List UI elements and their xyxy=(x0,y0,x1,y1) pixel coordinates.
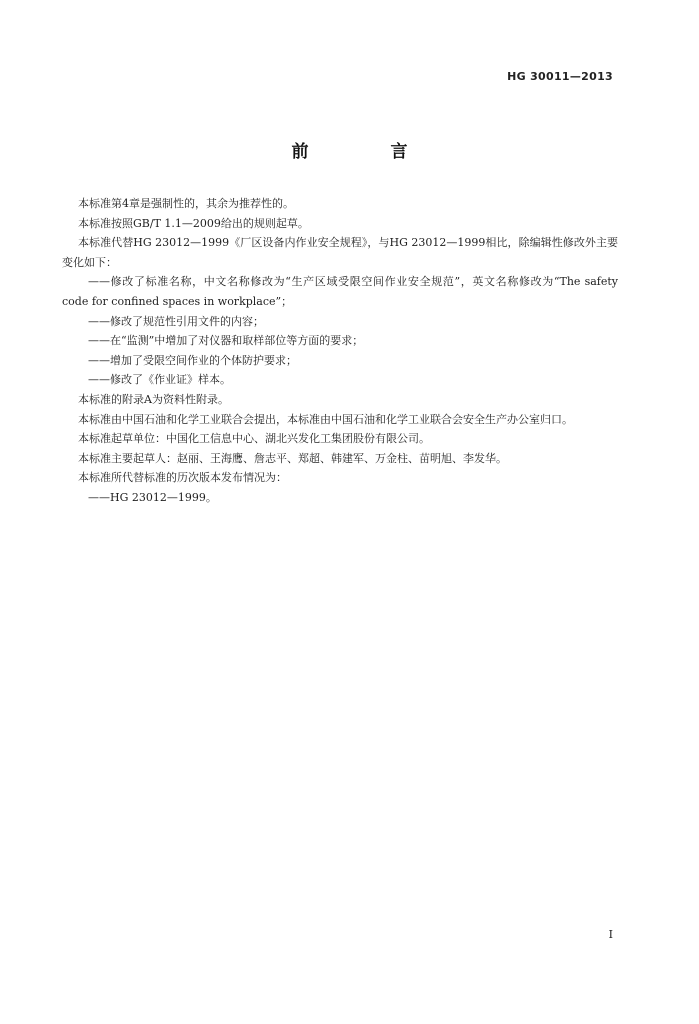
page-title: 前 言 xyxy=(291,142,446,162)
paragraph: 本标准所代替标准的历次版本发布情况为： xyxy=(78,471,287,485)
document-code: HG 30011—2013 xyxy=(507,70,613,83)
history-item: ——HG 23012—1999。 xyxy=(88,490,217,504)
paragraph: 本标准由中国石油和化学工业联合会提出，本标准由中国石油和化学工业联合会安全生产办公室归口。 xyxy=(78,412,573,426)
paragraph: 本标准的附录A为资料性附录。 xyxy=(78,392,229,406)
paragraph: 本标准起草单位：中国化工信息中心、湖北兴发化工集团股份有限公司。 xyxy=(78,432,430,446)
change-item: ——增加了受限空间作业的个体防护要求； xyxy=(88,353,297,367)
change-item: ——在“监测”中增加了对仪器和取样部位等方面的要求； xyxy=(88,334,364,348)
change-item: ——修改了标准名称，中文名称修改为“生产区域受限空间作业安全规范”，英文名称修改为“The safety code for confined spaces in workplace”； xyxy=(62,275,618,308)
paragraph: 本标准按照GB/T 1.1—2009给出的规则起草。 xyxy=(78,216,309,230)
paragraph: 本标准主要起草人：赵丽、王海鹰、詹志平、郑超、韩建军、万金柱、苗明旭、李发华。 xyxy=(78,451,507,465)
paragraph: 本标准代替HG 23012—1999《厂区设备内作业安全规程》，与HG 23012—1999相比，除编辑性修改外主要变化如下： xyxy=(62,236,618,269)
page-number: I xyxy=(608,928,613,941)
foreword-body xyxy=(62,194,618,508)
change-item: ——修改了规范性引用文件的内容； xyxy=(88,314,264,328)
paragraph: 本标准第4章是强制性的，其余为推荐性的。 xyxy=(78,197,294,210)
change-item: ——修改了《作业证》样本。 xyxy=(88,373,231,387)
